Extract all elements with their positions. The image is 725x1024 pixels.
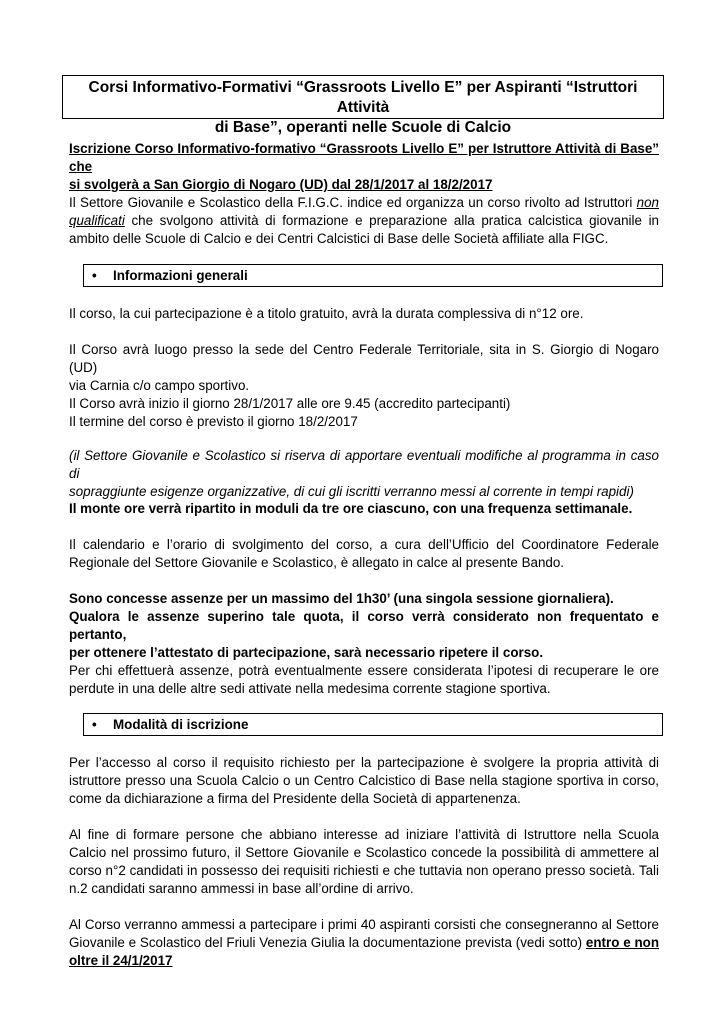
intro-paragraph: Il Settore Giovanile e Scolastico della F.I.G.C. indice ed organizza un corso rivolto ad Istruttori non qualificati che svolgono attività di formazione e preparazione alla pratica calcistica giovanile in ambito delle Scuole di Calcio e dei Centri Calcistici di Base delle Società affiliate alla FIGC.: [69, 195, 659, 246]
bullet-icon: •: [92, 268, 97, 283]
section-header-general-info: [83, 264, 663, 287]
section-header-enrollment: [83, 713, 663, 736]
title-line-2: di Base”, operanti nelle Scuole di Calcio: [214, 119, 512, 136]
course-subtitle: Iscrizione Corso Informativo-formativo “Grassroots Livello E” per Istruttore Attività di Base” che si svolgerà a San Giorgio di Nogaro (UD) dal 28/1/2017 al 18/2/2017: [69, 141, 659, 192]
absence-paragraph: Sono concesse assenze per un massimo del 1h30’ (una singola sessione giornaliera). Qualora le assenze superino tale quota, il corso verrà considerato non frequentato e pertanto, per ottenere l’attestato di partecipazione, sarà necessario ripetere il corso. Per chi effettuerà assenze, potrà eventualmente essere considerata l’ipotesi di recuperare le ore perdute in una delle altre sedi attivate nella medesima corrente stagione sportiva.: [69, 591, 659, 696]
admission-paragraph: Al Corso verranno ammessi a partecipare i primi 40 aspiranti corsisti che consegneranno al Settore Giovanile e Scolastico del Friuli Venezia Giulia la documentazione prevista (vedi sotto) entro e non oltre il 24/1/2017: [69, 917, 659, 968]
calendar-paragraph: Il calendario e l’orario di svolgimento del corso, a cura dell’Ufficio del Coordinatore Federale Regionale del Settore Giovanile e Scolastico, è allegato in calce al presente Bando.: [69, 537, 659, 570]
deadline-emphasis: entro e non: [585, 935, 659, 950]
deadline-date: oltre il 24/1/2017: [69, 953, 173, 968]
dates-paragraph: Il Corso avrà inizio il giorno 28/1/2017 alle ore 9.45 (accredito partecipanti) Il termine del corso è previsto il giorno 18/2/2017: [69, 396, 511, 429]
venue-paragraph: Il Corso avrà luogo presso la sede del Centro Federale Territoriale, sita in S. Giorgio di Nogaro (UD) via Carnia c/o campo sportivo.: [69, 342, 659, 393]
future-instructors-paragraph: Al fine di formare persone che abbiano interesse ad iniziare l’attività di Istruttore nella Scuola Calcio nel prossimo futuro, il Settore Giovanile e Scolastico concede la possibilità di ammettere al corso n°2 candidati in possesso dei requisiti richiesti e che tuttavia non operano presso società. Tali n.2 candidati saranno ammessi in base all’ordine di arrivo.: [69, 827, 659, 896]
section-label: Modalità di iscrizione: [113, 717, 249, 732]
title-line-1: Corsi Informativo-Formativi “Grassroots Livello E” per Aspiranti “Istruttori Attività: [88, 79, 638, 116]
document-title: [62, 75, 664, 136]
modules-paragraph: Il monte ore verrà ripartito in moduli da tre ore ciascuno, con una frequenza settimanale.: [69, 501, 633, 516]
bullet-icon: •: [92, 717, 97, 732]
duration-paragraph: Il corso, la cui partecipazione è a titolo gratuito, avrà la durata complessiva di n°12 ore.: [69, 306, 584, 321]
section-label: Informazioni generali: [113, 268, 248, 283]
note-paragraph: (il Settore Giovanile e Scolastico si riserva di apportare eventuali modifiche al programma in caso di sopraggiunte esigenze organizzative, di cui gli iscritti verranno messi al corrente in tempi rapidi): [69, 448, 659, 499]
non-qualificati-emphasis: non: [636, 195, 659, 210]
requirement-paragraph: Per l’accesso al corso il requisito richiesto per la partecipazione è svolgere la propria attività di istruttore presso una Scuola Calcio o un Centro Calcistico di Base nella stagione sportiva in corso, come da dichiarazione a firma del Presidente della Società di appartenenza.: [69, 755, 659, 806]
